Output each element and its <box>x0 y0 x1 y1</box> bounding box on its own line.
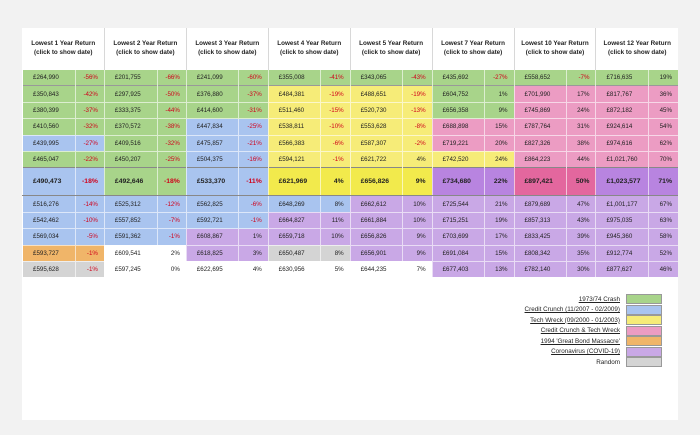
percent-cell: 11% <box>321 212 350 228</box>
legend-item[interactable] <box>512 336 662 347</box>
value-cell[interactable]: £414,600 <box>186 102 239 118</box>
value-cell[interactable]: £593,727 <box>23 245 76 261</box>
percent-cell: -66% <box>157 70 186 86</box>
percent-cell: -2% <box>403 135 432 151</box>
percent-cell: 52% <box>649 245 678 261</box>
column-header-title: Lowest 1 Year Return <box>31 40 96 47</box>
column-header-subtitle: (click to show date) <box>608 48 667 56</box>
legend-item[interactable] <box>512 315 662 326</box>
value-cell[interactable]: £656,901 <box>350 245 403 261</box>
percent-cell: 22% <box>485 168 514 196</box>
table-row <box>23 70 679 86</box>
percent-cell: 54% <box>649 119 678 135</box>
percent-cell: 15% <box>485 245 514 261</box>
table-row <box>23 86 679 102</box>
value-cell[interactable]: £409,516 <box>104 135 157 151</box>
column-header-subtitle: (click to show date) <box>198 48 257 56</box>
percent-cell: -5% <box>75 229 104 245</box>
legend-item[interactable] <box>512 347 662 358</box>
percent-cell: 19% <box>649 70 678 86</box>
value-cell[interactable]: £439,995 <box>23 135 76 151</box>
percent-cell: -1% <box>75 245 104 261</box>
value-cell[interactable]: £715,251 <box>432 212 485 228</box>
value-cell[interactable]: £782,140 <box>514 261 567 277</box>
legend-item <box>512 357 662 368</box>
value-cell[interactable]: £484,381 <box>268 86 321 102</box>
percent-cell: 58% <box>649 229 678 245</box>
percent-cell: 15% <box>485 119 514 135</box>
percent-cell: 67% <box>649 196 678 212</box>
percent-cell: -11% <box>239 168 268 196</box>
column-header-title: Lowest 7 Year Return <box>441 40 506 47</box>
value-cell[interactable]: £877,627 <box>596 261 649 277</box>
column-header-1[interactable] <box>23 28 105 70</box>
value-cell[interactable]: £833,425 <box>514 229 567 245</box>
value-cell[interactable]: £376,880 <box>186 86 239 102</box>
value-cell[interactable]: £656,358 <box>432 102 485 118</box>
percent-cell: 62% <box>649 135 678 151</box>
percent-cell: 10% <box>403 196 432 212</box>
percent-cell: 9% <box>403 245 432 261</box>
value-cell[interactable]: £691,084 <box>432 245 485 261</box>
value-cell[interactable]: £553,628 <box>350 119 403 135</box>
value-cell[interactable]: £608,867 <box>186 229 239 245</box>
percent-cell: -42% <box>75 86 104 102</box>
value-cell[interactable]: £435,692 <box>432 70 485 86</box>
value-cell[interactable]: £677,403 <box>432 261 485 277</box>
value-cell[interactable]: £864,223 <box>514 151 567 167</box>
percent-cell: -1% <box>157 229 186 245</box>
value-cell[interactable]: £587,307 <box>350 135 403 151</box>
value-cell[interactable]: £924,614 <box>596 119 649 135</box>
column-header-title: Lowest 2 Year Return <box>113 40 178 47</box>
percent-cell: -16% <box>239 151 268 167</box>
median-row <box>23 168 679 196</box>
value-cell[interactable]: £594,121 <box>268 151 321 167</box>
percent-cell: -27% <box>485 70 514 86</box>
column-header-subtitle: (click to show date) <box>525 48 585 56</box>
percent-cell: 50% <box>567 168 596 196</box>
percent-cell: 24% <box>485 151 514 167</box>
percent-cell: -25% <box>239 119 268 135</box>
value-cell[interactable]: £492,646 <box>104 168 157 196</box>
legend-label[interactable]: Credit Crunch (11/2007 - 02/2009) <box>524 306 620 314</box>
percent-cell: -56% <box>75 70 104 86</box>
legend-item[interactable] <box>512 294 662 305</box>
percent-cell: -32% <box>157 135 186 151</box>
value-cell[interactable]: £264,990 <box>23 70 76 86</box>
legend <box>512 294 662 368</box>
value-cell[interactable]: £650,487 <box>268 245 321 261</box>
value-cell[interactable]: £857,313 <box>514 212 567 228</box>
value-cell[interactable]: £604,752 <box>432 86 485 102</box>
percent-cell: 10% <box>403 212 432 228</box>
value-cell[interactable]: £488,651 <box>350 86 403 102</box>
legend-swatch <box>626 294 662 304</box>
value-cell[interactable]: £648,269 <box>268 196 321 212</box>
value-cell[interactable]: £688,898 <box>432 119 485 135</box>
percent-cell: -6% <box>321 135 350 151</box>
percent-cell: -44% <box>157 102 186 118</box>
percent-cell: -6% <box>239 196 268 212</box>
percent-cell: 71% <box>649 168 678 196</box>
value-cell[interactable]: £719,221 <box>432 135 485 151</box>
percent-cell: -7% <box>567 70 596 86</box>
value-cell[interactable]: £450,207 <box>104 151 157 167</box>
column-header-subtitle: (click to show date) <box>116 48 175 56</box>
percent-cell: 47% <box>567 196 596 212</box>
legend-label[interactable]: 1994 'Great Bond Massacre' <box>540 337 620 345</box>
column-header-7[interactable] <box>514 28 596 70</box>
percent-cell: -18% <box>75 168 104 196</box>
percent-cell: 4% <box>321 168 350 196</box>
table-header-row <box>23 28 679 70</box>
value-cell[interactable]: £241,099 <box>186 70 239 86</box>
percent-cell: -18% <box>157 168 186 196</box>
percent-cell: 38% <box>567 135 596 151</box>
percent-cell: -13% <box>403 102 432 118</box>
table-row <box>23 135 679 151</box>
column-header-subtitle: (click to show date) <box>33 48 93 56</box>
percent-cell: 70% <box>649 151 678 167</box>
percent-cell: -10% <box>321 119 350 135</box>
table-row <box>23 261 679 277</box>
legend-swatch <box>626 305 662 315</box>
table-row <box>23 151 679 167</box>
percent-cell: 0% <box>157 261 186 277</box>
percent-cell: -37% <box>75 102 104 118</box>
percent-cell: 4% <box>403 151 432 167</box>
value-cell[interactable]: £370,572 <box>104 119 157 135</box>
value-cell[interactable]: £974,616 <box>596 135 649 151</box>
table-row <box>23 229 679 245</box>
value-cell[interactable]: £591,362 <box>104 229 157 245</box>
column-header-title: Lowest 10 Year Return <box>521 40 589 47</box>
percent-cell: 31% <box>567 119 596 135</box>
percent-cell: 7% <box>403 261 432 277</box>
value-cell[interactable]: £201,755 <box>104 70 157 86</box>
value-cell[interactable]: £557,852 <box>104 212 157 228</box>
table-row <box>23 212 679 228</box>
value-cell[interactable]: £734,680 <box>432 168 485 196</box>
column-header-title: Lowest 12 Year Return <box>603 40 671 47</box>
value-cell[interactable]: £350,843 <box>23 86 76 102</box>
value-cell[interactable]: £621,722 <box>350 151 403 167</box>
percent-cell: 44% <box>567 151 596 167</box>
percent-cell: -43% <box>403 70 432 86</box>
percent-cell: 35% <box>567 245 596 261</box>
percent-cell: 17% <box>567 86 596 102</box>
percent-cell: 30% <box>567 261 596 277</box>
value-cell[interactable]: £659,718 <box>268 229 321 245</box>
value-cell[interactable]: £662,612 <box>350 196 403 212</box>
value-cell[interactable]: £664,827 <box>268 212 321 228</box>
column-header-title: Lowest 5 Year Return <box>359 40 424 47</box>
value-cell[interactable]: £912,774 <box>596 245 649 261</box>
returns-table <box>22 28 678 277</box>
value-cell[interactable]: £975,035 <box>596 212 649 228</box>
percent-cell: 9% <box>403 229 432 245</box>
column-header-5[interactable] <box>350 28 432 70</box>
percent-cell: -8% <box>403 119 432 135</box>
legend-item[interactable] <box>512 326 662 337</box>
value-cell[interactable]: £716,635 <box>596 70 649 86</box>
percent-cell: 39% <box>567 229 596 245</box>
legend-label[interactable]: Tech Wreck (09/2000 - 01/2003) <box>530 316 620 324</box>
table-row <box>23 102 679 118</box>
value-cell[interactable]: £656,826 <box>350 168 403 196</box>
column-header-subtitle: (click to show date) <box>361 48 421 56</box>
column-header-subtitle: (click to show date) <box>280 48 339 56</box>
percent-cell: 2% <box>157 245 186 261</box>
value-cell[interactable]: £879,689 <box>514 196 567 212</box>
percent-cell: 21% <box>485 196 514 212</box>
value-cell[interactable]: £465,047 <box>23 151 76 167</box>
column-header-subtitle: (click to show date) <box>443 48 503 56</box>
value-cell[interactable]: £808,342 <box>514 245 567 261</box>
percent-cell: -1% <box>321 151 350 167</box>
value-cell[interactable]: £630,956 <box>268 261 321 277</box>
value-cell[interactable]: £701,990 <box>514 86 567 102</box>
value-cell[interactable]: £618,825 <box>186 245 239 261</box>
percent-cell: 4% <box>239 261 268 277</box>
value-cell[interactable]: £355,008 <box>268 70 321 86</box>
value-cell[interactable]: £644,235 <box>350 261 403 277</box>
value-cell[interactable]: £542,462 <box>23 212 76 228</box>
value-cell[interactable]: £558,652 <box>514 70 567 86</box>
value-cell[interactable]: £447,834 <box>186 119 239 135</box>
value-cell[interactable]: £566,383 <box>268 135 321 151</box>
value-cell[interactable]: £817,767 <box>596 86 649 102</box>
percent-cell: -41% <box>321 70 350 86</box>
legend-swatch <box>626 336 662 346</box>
percent-cell: -37% <box>239 86 268 102</box>
returns-panel <box>22 28 678 420</box>
value-cell[interactable]: £656,826 <box>350 229 403 245</box>
percent-cell: 17% <box>485 229 514 245</box>
percent-cell: 10% <box>321 229 350 245</box>
value-cell[interactable]: £562,825 <box>186 196 239 212</box>
value-cell[interactable]: £787,764 <box>514 119 567 135</box>
value-cell[interactable]: £525,312 <box>104 196 157 212</box>
percent-cell: 19% <box>485 212 514 228</box>
column-header-title: Lowest 3 Year Return <box>195 40 260 47</box>
percent-cell: -7% <box>157 212 186 228</box>
percent-cell: -50% <box>157 86 186 102</box>
value-cell[interactable]: £609,541 <box>104 245 157 261</box>
percent-cell: -25% <box>157 151 186 167</box>
legend-label[interactable]: Credit Crunch & Tech Wreck <box>540 327 620 335</box>
percent-cell: 46% <box>649 261 678 277</box>
value-cell[interactable]: £945,360 <box>596 229 649 245</box>
value-cell[interactable]: £742,520 <box>432 151 485 167</box>
percent-cell: -27% <box>75 135 104 151</box>
column-header-3[interactable] <box>186 28 268 70</box>
percent-cell: -19% <box>321 86 350 102</box>
legend-swatch <box>626 315 662 325</box>
percent-cell: 43% <box>567 212 596 228</box>
percent-cell: -15% <box>321 102 350 118</box>
percent-cell: -1% <box>75 261 104 277</box>
value-cell[interactable]: £827,326 <box>514 135 567 151</box>
value-cell[interactable]: £661,884 <box>350 212 403 228</box>
percent-cell: 36% <box>649 86 678 102</box>
percent-cell: 8% <box>321 245 350 261</box>
value-cell[interactable]: £621,969 <box>268 168 321 196</box>
value-cell[interactable]: £597,245 <box>104 261 157 277</box>
percent-cell: -22% <box>75 151 104 167</box>
value-cell[interactable]: £745,869 <box>514 102 567 118</box>
value-cell[interactable]: £725,544 <box>432 196 485 212</box>
percent-cell: -12% <box>157 196 186 212</box>
percent-cell: -19% <box>403 86 432 102</box>
legend-swatch <box>626 347 662 357</box>
value-cell[interactable]: £533,370 <box>186 168 239 196</box>
percent-cell: -31% <box>239 102 268 118</box>
value-cell[interactable]: £872,182 <box>596 102 649 118</box>
legend-swatch <box>626 326 662 336</box>
value-cell[interactable]: £297,925 <box>104 86 157 102</box>
value-cell[interactable]: £1,023,577 <box>596 168 649 196</box>
table-row <box>23 245 679 261</box>
percent-cell: 1% <box>239 229 268 245</box>
percent-cell: 20% <box>485 135 514 151</box>
percent-cell: -1% <box>239 212 268 228</box>
value-cell[interactable]: £333,375 <box>104 102 157 118</box>
percent-cell: 5% <box>321 261 350 277</box>
value-cell[interactable]: £1,021,760 <box>596 151 649 167</box>
value-cell[interactable]: £569,034 <box>23 229 76 245</box>
table-row <box>23 119 679 135</box>
value-cell[interactable]: £538,811 <box>268 119 321 135</box>
value-cell[interactable]: £380,399 <box>23 102 76 118</box>
value-cell[interactable]: £592,721 <box>186 212 239 228</box>
legend-label[interactable]: Coronavirus (COVID-19) <box>551 348 620 356</box>
value-cell[interactable]: £516,276 <box>23 196 76 212</box>
value-cell[interactable]: £897,421 <box>514 168 567 196</box>
percent-cell: -32% <box>75 119 104 135</box>
percent-cell: 9% <box>403 168 432 196</box>
legend-swatch <box>626 357 662 367</box>
table-row <box>23 196 679 212</box>
percent-cell: 63% <box>649 212 678 228</box>
value-cell[interactable]: £511,460 <box>268 102 321 118</box>
legend-label: Random <box>596 358 620 366</box>
percent-cell: 1% <box>485 86 514 102</box>
column-header-title: Lowest 4 Year Return <box>277 40 342 47</box>
legend-item[interactable] <box>512 305 662 316</box>
column-header-4[interactable] <box>268 28 350 70</box>
percent-cell: -38% <box>157 119 186 135</box>
percent-cell: 45% <box>649 102 678 118</box>
percent-cell: -60% <box>239 70 268 86</box>
value-cell[interactable]: £595,628 <box>23 261 76 277</box>
percent-cell: 24% <box>567 102 596 118</box>
percent-cell: 3% <box>239 245 268 261</box>
percent-cell: -21% <box>239 135 268 151</box>
percent-cell: 8% <box>321 196 350 212</box>
value-cell[interactable]: £475,857 <box>186 135 239 151</box>
value-cell[interactable]: £343,065 <box>350 70 403 86</box>
value-cell[interactable]: £622,695 <box>186 261 239 277</box>
value-cell[interactable]: £490,473 <box>23 168 76 196</box>
value-cell[interactable]: £703,699 <box>432 229 485 245</box>
column-header-8[interactable] <box>596 28 678 70</box>
value-cell[interactable]: £410,560 <box>23 119 76 135</box>
value-cell[interactable]: £520,730 <box>350 102 403 118</box>
column-header-2[interactable] <box>104 28 186 70</box>
value-cell[interactable]: £1,001,177 <box>596 196 649 212</box>
percent-cell: -10% <box>75 212 104 228</box>
legend-label[interactable]: 1973/74 Crash <box>578 295 620 303</box>
percent-cell: 9% <box>485 102 514 118</box>
value-cell[interactable]: £504,375 <box>186 151 239 167</box>
percent-cell: 13% <box>485 261 514 277</box>
column-header-6[interactable] <box>432 28 514 70</box>
percent-cell: -14% <box>75 196 104 212</box>
